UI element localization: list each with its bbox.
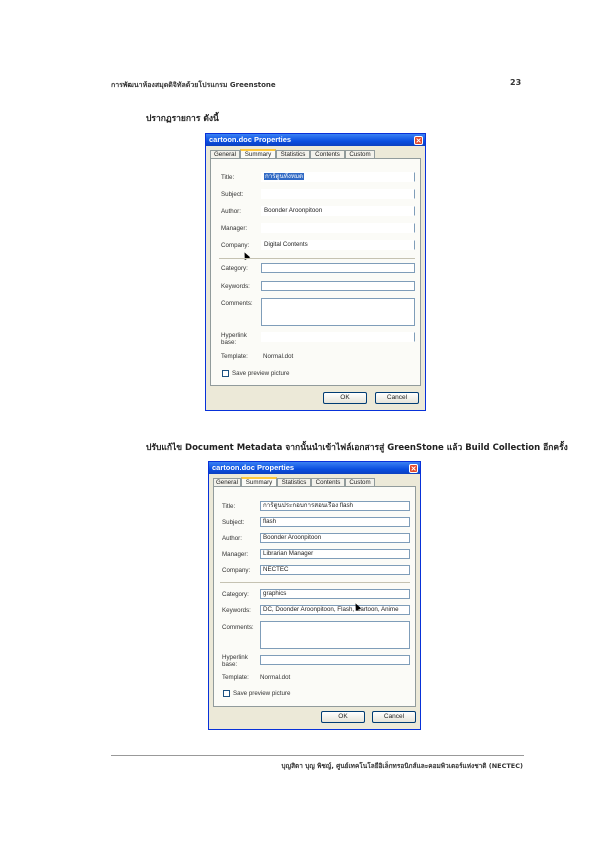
- company-label: Company:: [222, 567, 251, 574]
- title-value: การ์ตูนทั้งหมด: [265, 173, 304, 180]
- title-label: Title:: [221, 174, 235, 181]
- category-label: Category:: [222, 591, 249, 598]
- company-field[interactable]: NECTEC: [260, 565, 410, 575]
- comments-field[interactable]: [260, 621, 410, 649]
- cancel-button[interactable]: Cancel: [375, 392, 419, 404]
- separator: [219, 258, 415, 259]
- category-label: Category:: [221, 265, 248, 272]
- template-label: Template:: [221, 353, 248, 360]
- paragraph-intro: ปรากฏรายการ ดังนี้: [146, 114, 219, 124]
- tab-summary[interactable]: Summary: [240, 149, 276, 159]
- keywords-label: Keywords:: [222, 607, 251, 614]
- template-value: Normal.dot: [263, 353, 294, 360]
- template-label: Template:: [222, 674, 249, 681]
- separator: [220, 582, 410, 583]
- author-field[interactable]: Boonder Aroonpitoon: [260, 533, 410, 543]
- company-field[interactable]: Digital Contents: [261, 240, 415, 250]
- author-label: Author:: [222, 535, 242, 542]
- template-value: Normal.dot: [260, 674, 291, 681]
- subject-field[interactable]: [261, 189, 415, 199]
- tab-custom[interactable]: Custom: [345, 150, 375, 158]
- footer-rule: [111, 755, 524, 756]
- properties-dialog-1: [205, 133, 426, 411]
- tab-contents[interactable]: Contents: [310, 150, 345, 158]
- author-field[interactable]: Boonder Aroonpitoon: [261, 206, 415, 216]
- dialog-title: cartoon.doc Properties: [209, 135, 292, 144]
- tab-general[interactable]: General: [213, 478, 241, 486]
- category-field[interactable]: [261, 263, 415, 273]
- hyperlink-base-label: Hyperlink base:: [222, 654, 248, 668]
- dialog-titlebar[interactable]: [209, 462, 420, 474]
- running-header: การพัฒนาห้องสมุดดิจิทัลด้วยโปรแกรม Greenstone: [111, 81, 276, 89]
- footer-credit: บุญสิตา บุญ พิชญ์, ศูนย์เทคโนโลยีอิเล็กทรอนิกส์และคอมพิวเตอร์แห่งชาติ (NECTEC): [281, 762, 523, 770]
- manager-field[interactable]: Librarian Manager: [260, 549, 410, 559]
- dialog-title: cartoon.doc Properties: [212, 463, 295, 472]
- tab-statistics[interactable]: Statistics: [277, 478, 311, 486]
- comments-label: Comments:: [222, 624, 254, 631]
- subject-label: Subject:: [222, 519, 245, 526]
- tab-custom[interactable]: Custom: [345, 478, 375, 486]
- properties-dialog-2: [208, 461, 421, 730]
- dialog-titlebar[interactable]: [206, 134, 425, 146]
- save-preview-checkbox[interactable]: [223, 690, 230, 697]
- close-icon[interactable]: ✕: [415, 137, 422, 145]
- tab-contents[interactable]: Contents: [311, 478, 345, 486]
- close-icon[interactable]: ✕: [410, 465, 417, 473]
- tab-statistics[interactable]: Statistics: [276, 150, 310, 158]
- manager-label: Manager:: [221, 225, 248, 232]
- paragraph-instructions: ปรับแก้ไข Document Metadata จากนั้นนำเข้าไฟล์เอกสารสู่ GreenStone แล้ว Build Collection อีกครั้ง: [146, 443, 568, 453]
- keywords-field[interactable]: DC, Doonder Aroonpitoon, Flash, Cartoon, Anime: [260, 605, 410, 615]
- hyperlink-base-label: Hyperlink base:: [221, 332, 247, 346]
- keywords-label: Keywords:: [221, 283, 250, 290]
- summary-panel: [213, 486, 416, 707]
- subject-field[interactable]: flash: [260, 517, 410, 527]
- ok-button[interactable]: OK: [321, 711, 365, 723]
- save-preview-checkbox[interactable]: [222, 370, 229, 377]
- summary-panel: [210, 158, 421, 386]
- hyperlink-base-field[interactable]: [260, 655, 410, 665]
- title-field[interactable]: [261, 172, 415, 182]
- subject-label: Subject:: [221, 191, 244, 198]
- save-preview-label: Save preview picture: [233, 690, 291, 697]
- hyperlink-base-field[interactable]: [261, 332, 415, 342]
- keywords-field[interactable]: [261, 281, 415, 291]
- category-field[interactable]: graphics: [260, 589, 410, 599]
- manager-label: Manager:: [222, 551, 249, 558]
- title-label: Title:: [222, 503, 236, 510]
- ok-button[interactable]: OK: [323, 392, 367, 404]
- company-label: Company:: [221, 242, 250, 249]
- tab-general[interactable]: General: [210, 150, 240, 158]
- title-field[interactable]: การ์ตูนประกอบการสอนเรื่อง flash: [260, 501, 410, 511]
- author-label: Author:: [221, 208, 241, 215]
- comments-field[interactable]: [261, 298, 415, 326]
- tab-summary[interactable]: Summary: [241, 477, 277, 487]
- comments-label: Comments:: [221, 300, 253, 307]
- page-number: 23: [510, 78, 522, 87]
- save-preview-label: Save preview picture: [232, 370, 290, 377]
- cancel-button[interactable]: Cancel: [372, 711, 416, 723]
- manager-field[interactable]: [261, 223, 415, 233]
